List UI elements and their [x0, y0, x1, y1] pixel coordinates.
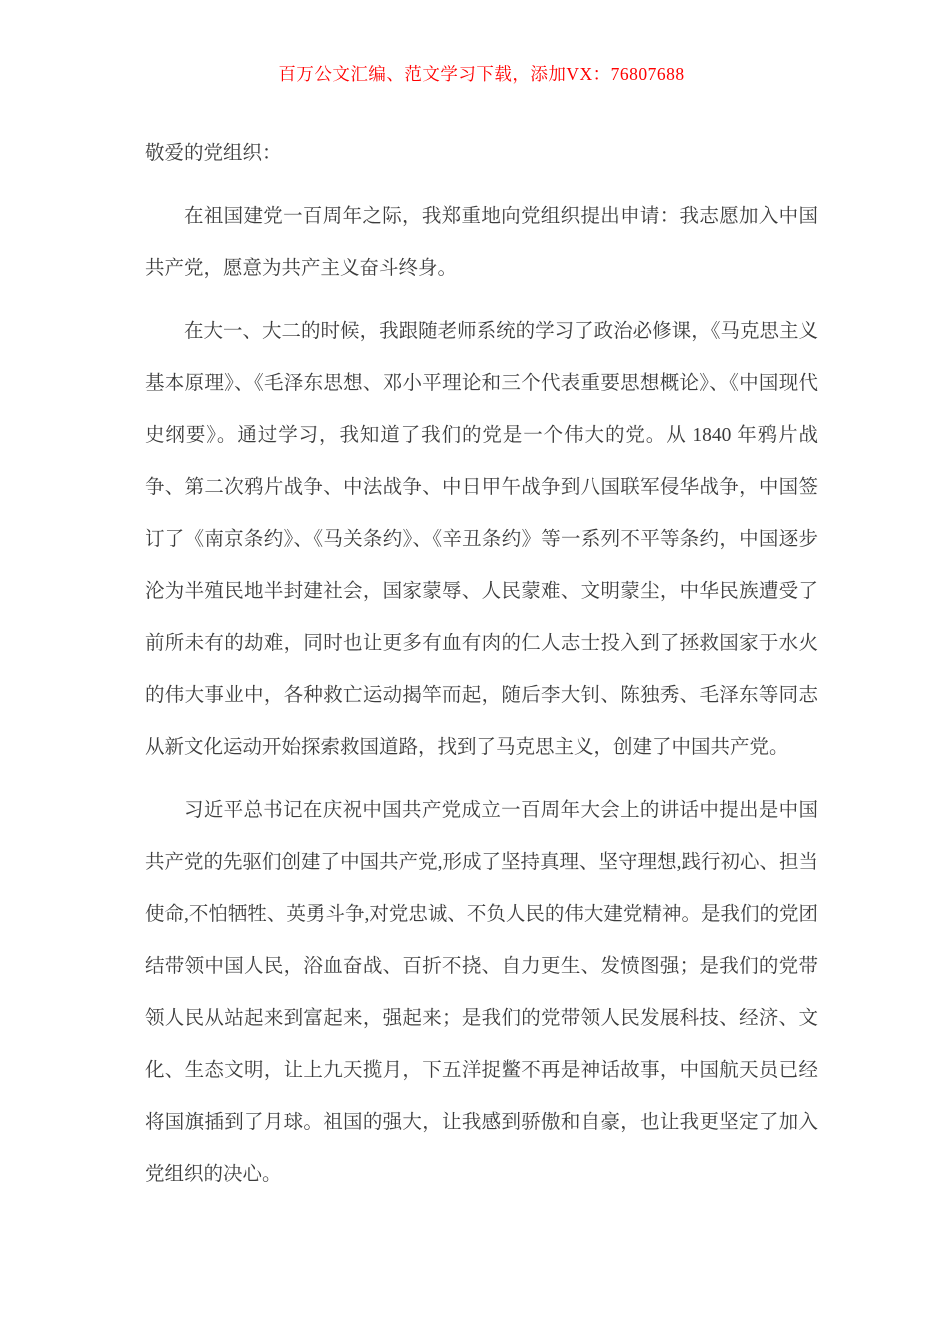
paragraph-application-statement: 在祖国建党一百周年之际，我郑重地向党组织提出申请：我志愿加入中国共产党，愿意为共产主义奋斗终身。 [145, 206, 818, 279]
document-body [145, 128, 818, 1201]
paragraph-study-and-history: 在大一、大二的时候，我跟随老师系统的学习了政治必修课，《马克思主义基本原理》、《毛泽东思想、邓小平理论和三个代表重要思想概论》、《中国现代史纲要》。通过学习，我知道了我们的党是一个伟大的党。从 1840 年鸦片战争、第二次鸦片战争、中法战争、中日甲午战争到八国联军侵华战争，中国签订了《南京条约》、《马关条约》、《辛丑条约》等一系列不平等条约，中国逐步沦为半殖民地半封建社会，国家蒙辱、人民蒙难、文明蒙尘，中华民族遭受了前所未有的劫难，同时也让更多有血有肉的仁人志士投入到了拯救国家于水火的伟大事业中，各种救亡运动揭竿而起，随后李大钊、陈独秀、毛泽东等同志从新文化运动开始探索救国道路，找到了马克思主义，创建了中国共产党。 [145, 321, 818, 758]
promo-banner-text: 百万公文汇编、范文学习下载，添加VX：76807688 [278, 64, 685, 84]
salutation: 敬爱的党组织： [145, 143, 282, 164]
paragraph-speech-and-resolve: 习近平总书记在庆祝中国共产党成立一百周年大会上的讲话中提出是中国共产党的先驱们创建了中国共产党,形成了坚持真理、坚守理想,践行初心、担当使命,不怕牺牲、英勇斗争,对党忠诚、不负人民的伟大建党精神。是我们的党团结带领中国人民，浴血奋战、百折不挠、自力更生、发愤图强；是我们的党带领人民从站起来到富起来，强起来；是我们的党带领人民发展科技、经济、文化、生态文明，让上九天揽月，下五洋捉鳖不再是神话故事，中国航天员已经将国旗插到了月球。祖国的强大，让我感到骄傲和自豪，也让我更坚定了加入党组织的决心。 [145, 800, 818, 1185]
